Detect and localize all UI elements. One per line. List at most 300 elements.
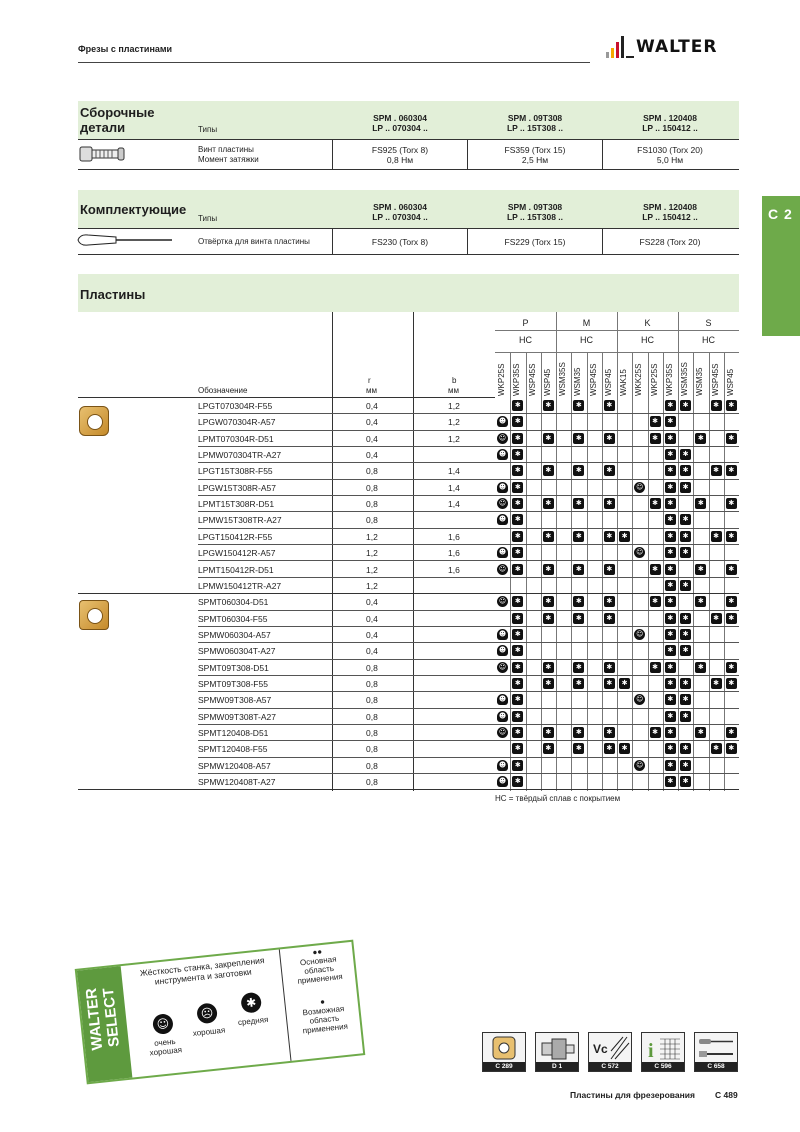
material-label-0: P [522, 318, 529, 328]
grade-rating-symbol: ✱ [665, 580, 676, 591]
insert-radius: 0,4 [366, 629, 378, 640]
grade-rating-symbol: ✱ [604, 433, 615, 444]
tool-ref-icon[interactable]: D 1 [535, 1032, 579, 1072]
svg-text:i: i [648, 1040, 654, 1062]
grade-rating-symbol: ✱ [665, 564, 676, 575]
insert-radius: 0,8 [366, 711, 378, 722]
grade-rating-symbol: ☻ [498, 646, 507, 655]
insert-row [78, 676, 739, 692]
grade-rating-symbol: ✱ [650, 662, 661, 673]
grade-label: WKP25S [497, 363, 506, 396]
r-unit: мм [366, 386, 377, 395]
grade-rating-symbol: ✱ [695, 727, 706, 738]
accessories-title: Комплектующие [80, 202, 187, 217]
insert-designation: SPMW060304T-A27 [198, 646, 276, 657]
insert-row [78, 512, 739, 528]
grade-rating-symbol: ✱ [711, 531, 722, 542]
acc-val-3: FS228 (Torx 20) [639, 237, 701, 247]
insert-radius: 0,4 [366, 597, 378, 608]
ws-level-1: ☺ очень хорошая [142, 1012, 186, 1058]
accessory-ref-icon[interactable]: C 658 [694, 1032, 738, 1072]
insert-radius: 1,2 [366, 564, 378, 575]
grade-rating-symbol: ✱ [665, 482, 676, 493]
assembly-row-labels: Винт пластины Момент затяжки [198, 145, 259, 164]
grade-rating-symbol: ✱ [695, 596, 706, 607]
grade-rating-symbol: ✱ [680, 580, 691, 591]
grade-rating-symbol: ✱ [680, 694, 691, 705]
assembly-header [78, 101, 739, 139]
grade-rating-symbol: ☻ [498, 548, 507, 557]
grade-rating-symbol: ✱ [573, 433, 584, 444]
grade-rating-symbol: ✱ [512, 727, 523, 738]
insert-row [78, 643, 739, 659]
insert-row [78, 463, 739, 479]
grade-rating-symbol: ✱ [543, 400, 554, 411]
chapter-tab: C 2 [762, 196, 800, 336]
grade-rating-symbol: ✱ [650, 498, 661, 509]
insert-designation: LPGT15T308R-F55 [198, 466, 273, 477]
grade-rating-symbol: ✱ [680, 514, 691, 525]
insert-row [78, 725, 739, 741]
insert-row [78, 692, 739, 708]
grade-rating-symbol: ✱ [650, 727, 661, 738]
grade-label: WSM35S [558, 362, 567, 396]
grade-rating-symbol: ✱ [512, 662, 523, 673]
grade-rating-symbol: ✱ [680, 613, 691, 624]
grade-rating-symbol: ✱ [680, 482, 691, 493]
insert-radius: 0,8 [366, 662, 378, 673]
insert-row [78, 480, 739, 496]
material-label-3: S [705, 318, 712, 328]
grade-rating-symbol: ☺ [636, 482, 644, 491]
grade-rating-symbol: ✱ [711, 613, 722, 624]
material-label-1: M [582, 318, 591, 328]
walter-logo [606, 36, 746, 58]
insert-row [78, 660, 739, 676]
grade-rating-symbol: ☻ [498, 695, 507, 704]
grade-rating-symbol: ☺ [498, 728, 507, 736]
grade-rating-symbol: ✱ [543, 498, 554, 509]
insert-radius: 1,2 [366, 580, 378, 591]
acc-val-2: FS229 (Torx 15) [504, 237, 566, 247]
grade-rating-symbol: ☺ [498, 662, 507, 671]
page-header-title: Фрезы с пластинами [78, 44, 173, 54]
grade-rating-symbol: ✱ [695, 662, 706, 673]
insert-designation: SPMW060304-A57 [198, 629, 271, 640]
grade-label: WAK15 [619, 369, 628, 396]
insert-radius: 0,8 [366, 695, 378, 706]
grade-rating-symbol: ✱ [680, 547, 691, 558]
insert-designation: LPMW150412TR-A27 [198, 580, 282, 591]
ws-level-2: ☹ хорошая [186, 1001, 229, 1038]
grade-rating-symbol: ✱ [604, 743, 615, 754]
grade-rating-symbol: ✱ [604, 662, 615, 673]
material-header [495, 312, 739, 398]
grade-rating-symbol: ✱ [512, 711, 523, 722]
grade-rating-symbol: ✱ [680, 400, 691, 411]
grade-rating-symbol: ✱ [512, 449, 523, 460]
info-icon[interactable]: i C 596 [641, 1032, 685, 1072]
grade-rating-symbol: ☻ [498, 760, 507, 769]
accessories-header [78, 190, 739, 228]
insert-radius: 0,4 [366, 401, 378, 411]
grade-rating-symbol: ✱ [680, 449, 691, 460]
grade-rating-symbol: ✱ [619, 678, 630, 689]
insert-ref-icon[interactable]: C 289 [482, 1032, 526, 1072]
material-label-2: K [644, 318, 651, 328]
ws-level-3: ✱ средняя [230, 991, 273, 1028]
material-hc-1: HC [580, 335, 593, 345]
grade-rating-symbol: ✱ [573, 531, 584, 542]
grade-rating-symbol: ☺ [498, 433, 507, 442]
assembly-title-1: Сборочные [80, 105, 155, 120]
insert-row [78, 447, 739, 463]
grade-rating-symbol: ✱ [665, 433, 676, 444]
grade-rating-symbol: ✱ [680, 629, 691, 640]
ws-alt-area: ● Возможная область применения [302, 997, 349, 1036]
grade-rating-symbol: ✱ [695, 433, 706, 444]
grade-rating-symbol: ✱ [726, 531, 737, 542]
grade-rating-symbol: ✱ [711, 400, 722, 411]
insert-row [78, 627, 739, 643]
grade-rating-symbol: ✱ [680, 760, 691, 771]
screwdriver-icon [76, 232, 176, 248]
insert-designation: SPMT09T308-F55 [198, 678, 268, 689]
grade-rating-symbol: ✱ [604, 727, 615, 738]
insert-designation: LPGT150412R-F55 [198, 531, 273, 542]
grade-rating-symbol: ✱ [512, 629, 523, 640]
b-unit: мм [448, 386, 459, 395]
grade-rating-symbol: ☺ [498, 564, 507, 573]
material-hc-0: HC [519, 335, 532, 345]
insert-designation: LPMT070304R-D51 [198, 433, 274, 444]
accessories-types-label: Типы [198, 214, 218, 223]
insert-radius: 0,8 [366, 777, 378, 788]
insert-row [78, 709, 739, 725]
grade-rating-symbol: ✱ [573, 564, 584, 575]
insert-radius: 0,8 [366, 760, 378, 771]
insert-b: 1,2 [448, 401, 460, 411]
assembly-title-2: детали [80, 120, 126, 135]
grade-rating-symbol: ✱ [711, 465, 722, 476]
grade-rating-symbol: ✱ [695, 498, 706, 509]
grade-rating-symbol: ✱ [665, 465, 676, 476]
insert-row [78, 594, 739, 610]
grade-rating-symbol: ✱ [665, 416, 676, 427]
screw-icon [78, 143, 126, 165]
grade-rating-symbol: ✱ [726, 662, 737, 673]
grade-label: WSM35 [573, 367, 583, 396]
grade-rating-symbol: ✱ [512, 514, 523, 525]
insert-row [78, 741, 739, 757]
insert-row [78, 431, 739, 447]
grade-rating-symbol: ✱ [573, 678, 584, 689]
grade-label: WKP25S [649, 363, 659, 396]
insert-row [78, 398, 739, 414]
insert-designation: SPMW120408T-A27 [198, 777, 276, 788]
insert-b: 1,4 [448, 499, 460, 510]
grade-rating-symbol: ✱ [665, 760, 676, 771]
insert-radius: 0,8 [366, 744, 378, 755]
grade-rating-symbol: ☻ [498, 629, 507, 638]
grade-rating-symbol: ☺ [498, 597, 507, 606]
grade-rating-symbol: ✱ [512, 743, 523, 754]
insert-radius: 0,4 [366, 417, 378, 428]
insert-radius: 0,8 [366, 499, 378, 510]
b-label: b [452, 376, 457, 385]
grade-rating-symbol: ✱ [665, 449, 676, 460]
grade-rating-symbol: ✱ [604, 596, 615, 607]
material-hc-3: HC [702, 335, 715, 345]
insert-designation: SPMW120408-A57 [198, 760, 271, 771]
grade-rating-symbol: ✱ [543, 465, 554, 476]
grade-rating-symbol: ✱ [543, 531, 554, 542]
grade-rating-symbol: ✱ [512, 678, 523, 689]
grade-rating-symbol: ✱ [726, 727, 737, 738]
insert-designation: LPGW15T308R-A57 [198, 482, 276, 493]
insert-b: 1,2 [448, 433, 460, 444]
grade-rating-symbol: ✱ [650, 596, 661, 607]
grade-rating-symbol: ✱ [680, 678, 691, 689]
assembly-types-label: Типы [198, 125, 218, 134]
grade-rating-symbol: ✱ [573, 727, 584, 738]
grade-rating-symbol: ✱ [665, 743, 676, 754]
insert-row [78, 529, 739, 545]
grade-rating-symbol: ✱ [512, 465, 523, 476]
acc-val-1: FS230 (Torx 8) [371, 237, 429, 247]
grade-rating-symbol: ✱ [619, 743, 630, 754]
insert-designation: LPMW070304TR-A27 [198, 450, 282, 461]
grade-rating-symbol: ✱ [604, 564, 615, 575]
grade-rating-symbol: ✱ [543, 613, 554, 624]
insert-designation: LPMT15T308R-D51 [198, 499, 275, 510]
grade-rating-symbol: ✱ [726, 596, 737, 607]
insert-row [78, 414, 739, 430]
grade-rating-symbol: ✱ [650, 416, 661, 427]
grade-rating-symbol: ✱ [512, 776, 523, 787]
insert-row [78, 578, 739, 594]
insert-radius: 0,8 [366, 482, 378, 493]
insert-designation: LPGW150412R-A57 [198, 548, 276, 559]
assembly-val-3: FS1030 (Torx 20) 5,0 Нм [637, 145, 703, 165]
grade-label: WSP45S [710, 363, 720, 396]
sp-insert-icon [79, 600, 109, 630]
grade-rating-symbol: ✱ [604, 498, 615, 509]
grade-label: WSP45S [588, 363, 598, 396]
grade-rating-symbol: ✱ [604, 465, 615, 476]
ws-heading: Жёсткость станка, закрепления инструмента и заготовки [139, 955, 265, 987]
inserts-col-header [78, 312, 495, 398]
grade-rating-symbol: ✱ [665, 498, 676, 509]
grade-rating-symbol: ✱ [512, 547, 523, 558]
insert-b: 1,4 [448, 482, 460, 493]
grade-label: WSP45 [603, 368, 613, 396]
grade-rating-symbol: ✱ [665, 596, 676, 607]
insert-row [78, 562, 739, 578]
grade-rating-symbol: ✱ [512, 433, 523, 444]
grade-rating-symbol: ✱ [726, 400, 737, 411]
grade-label: WSM35S [680, 362, 689, 396]
grade-rating-symbol: ✱ [543, 743, 554, 754]
insert-b: 1,4 [448, 466, 460, 477]
grade-rating-symbol: ✱ [512, 645, 523, 656]
grade-rating-symbol: ✱ [711, 743, 722, 754]
grade-rating-symbol: ✱ [665, 400, 676, 411]
insert-radius: 0,4 [366, 646, 378, 657]
grade-rating-symbol: ✱ [512, 400, 523, 411]
grade-rating-symbol: ✱ [665, 694, 676, 705]
inserts-title: Пластины [80, 287, 146, 302]
acc-col-3: SPM . 120408 LP .. 150412 .. [642, 202, 698, 222]
grade-rating-symbol: ✱ [665, 613, 676, 624]
grade-rating-symbol: ☺ [636, 695, 644, 704]
lp-insert-icon [79, 406, 109, 436]
insert-b: 1,6 [448, 531, 460, 542]
insert-b: 1,6 [448, 564, 460, 575]
grade-rating-symbol: ✱ [726, 678, 737, 689]
assembly-col-3: SPM . 120408 LP .. 150412 .. [642, 113, 698, 133]
accessories-row-label: Отвёртка для винта пластины [198, 237, 310, 246]
acc-col-1: SPM . 060304 LP .. 070304 .. [372, 202, 428, 222]
hc-footnote: HC = твёрдый сплав с покрытием [495, 794, 621, 803]
grade-rating-symbol: ✱ [665, 711, 676, 722]
grade-rating-symbol: ✱ [726, 613, 737, 624]
grade-rating-symbol: ✱ [680, 743, 691, 754]
grade-rating-symbol: ✱ [665, 776, 676, 787]
grade-rating-symbol: ☻ [498, 417, 507, 426]
insert-radius: 0,8 [366, 466, 378, 477]
grade-rating-symbol: ✱ [604, 678, 615, 689]
insert-row [78, 496, 739, 512]
grade-label: WSP45 [725, 368, 735, 396]
insert-radius: 0,8 [366, 515, 378, 526]
grade-rating-symbol: ✱ [512, 596, 523, 607]
material-hc-2: HC [641, 335, 654, 345]
grade-rating-symbol: ✱ [619, 531, 630, 542]
grade-rating-symbol: ✱ [650, 564, 661, 575]
insert-radius: 0,8 [366, 678, 378, 689]
insert-designation: SPMW09T308-A57 [198, 695, 272, 706]
grade-rating-symbol: ☺ [636, 629, 644, 638]
grade-rating-symbol: ✱ [543, 433, 554, 444]
grade-rating-symbol: ✱ [726, 564, 737, 575]
insert-b: 1,2 [448, 417, 460, 428]
insert-radius: 0,4 [366, 433, 378, 444]
assembly-val-1: FS925 (Torx 8) 0,8 Нм [371, 145, 429, 165]
insert-radius: 0,4 [366, 450, 378, 461]
grade-rating-symbol: ✱ [512, 482, 523, 493]
acc-col-2: SPM . 09T308 LP .. 15T308 .. [506, 202, 564, 222]
insert-radius: 1,2 [366, 531, 378, 542]
inserts-header [78, 274, 739, 312]
grade-label: WKP35S [512, 363, 522, 396]
insert-designation: SPMW09T308T-A27 [198, 711, 276, 722]
insert-row [78, 774, 739, 790]
designation-label: Обозначение [198, 386, 248, 395]
grade-rating-symbol: ✱ [543, 596, 554, 607]
grade-rating-symbol: ✱ [543, 727, 554, 738]
grade-rating-symbol: ✱ [604, 613, 615, 624]
insert-designation: LPMW15T308TR-A27 [198, 515, 282, 526]
grade-rating-symbol: ✱ [512, 694, 523, 705]
grade-rating-symbol: ✱ [604, 400, 615, 411]
insert-b: 1,6 [448, 548, 460, 559]
walter-select-legend [75, 940, 366, 1085]
insert-designation: LPGT070304R-F55 [198, 401, 273, 411]
grade-rating-symbol: ✱ [573, 465, 584, 476]
grade-rating-symbol: ☻ [498, 777, 507, 786]
insert-row [78, 545, 739, 561]
grade-rating-symbol: ✱ [726, 743, 737, 754]
grade-rating-symbol: ☻ [498, 515, 507, 524]
grade-rating-symbol: ✱ [573, 400, 584, 411]
grade-rating-symbol: ✱ [512, 498, 523, 509]
grade-rating-symbol: ✱ [512, 760, 523, 771]
grade-rating-symbol: ✱ [512, 564, 523, 575]
grade-rating-symbol: ✱ [665, 629, 676, 640]
grade-rating-symbol: ✱ [695, 564, 706, 575]
walter-select-brand: WALTER SELECT [77, 966, 132, 1082]
grade-label: WKK25S [634, 363, 644, 396]
grade-rating-symbol: ☺ [636, 548, 644, 557]
grade-rating-symbol: ✱ [665, 514, 676, 525]
insert-designation: SPMT060304-F55 [198, 613, 268, 624]
insert-row [78, 611, 739, 627]
grade-rating-symbol: ✱ [573, 613, 584, 624]
grade-rating-symbol: ☻ [498, 711, 507, 720]
insert-row [78, 758, 739, 774]
grade-rating-symbol: ✱ [573, 743, 584, 754]
grade-label: WSP45 [542, 368, 552, 396]
grade-rating-symbol: ✱ [680, 711, 691, 722]
grade-rating-symbol: ✱ [604, 531, 615, 542]
insert-designation: SPMT09T308-D51 [198, 662, 269, 673]
grade-rating-symbol: ✱ [665, 531, 676, 542]
grade-rating-symbol: ✱ [543, 662, 554, 673]
grade-rating-symbol: ✱ [665, 645, 676, 656]
grade-label: WSM35 [695, 367, 705, 396]
footer-section: Пластины для фрезерования [570, 1090, 695, 1100]
grade-rating-symbol: ✱ [680, 465, 691, 476]
grade-rating-symbol: ☺ [498, 499, 507, 508]
grade-rating-symbol: ✱ [680, 645, 691, 656]
grade-label: WKP35S [664, 363, 674, 396]
grade-rating-symbol: ✱ [726, 498, 737, 509]
insert-radius: 0,8 [366, 728, 378, 738]
cutting-data-icon[interactable]: Vc C 572 [588, 1032, 632, 1072]
grade-rating-symbol: ☺ [636, 760, 644, 769]
grade-rating-symbol: ✱ [711, 678, 722, 689]
svg-text:Vc: Vc [593, 1042, 608, 1056]
insert-radius: 0,4 [366, 613, 378, 624]
insert-designation: SPMT060304-D51 [198, 597, 269, 608]
grade-rating-symbol: ✱ [665, 678, 676, 689]
grade-rating-symbol: ✱ [726, 465, 737, 476]
grade-rating-symbol: ✱ [573, 596, 584, 607]
grade-rating-symbol: ✱ [650, 433, 661, 444]
logo-text: WALTER [636, 37, 718, 57]
ws-main-area: ●● Основная область применения [297, 947, 344, 986]
grade-rating-symbol: ☻ [498, 450, 507, 459]
assembly-col-1: SPM . 060304 LP .. 070304 .. [372, 113, 428, 133]
grade-rating-symbol: ✱ [573, 662, 584, 673]
grade-rating-symbol: ✱ [543, 678, 554, 689]
grade-rating-symbol: ☻ [498, 482, 507, 491]
assembly-col-2: SPM . 09T308 LP .. 15T308 .. [506, 113, 564, 133]
assembly-val-2: FS359 (Torx 15) 2,5 Нм [504, 145, 566, 165]
grade-rating-symbol: ✱ [543, 564, 554, 575]
grade-rating-symbol: ✱ [512, 416, 523, 427]
